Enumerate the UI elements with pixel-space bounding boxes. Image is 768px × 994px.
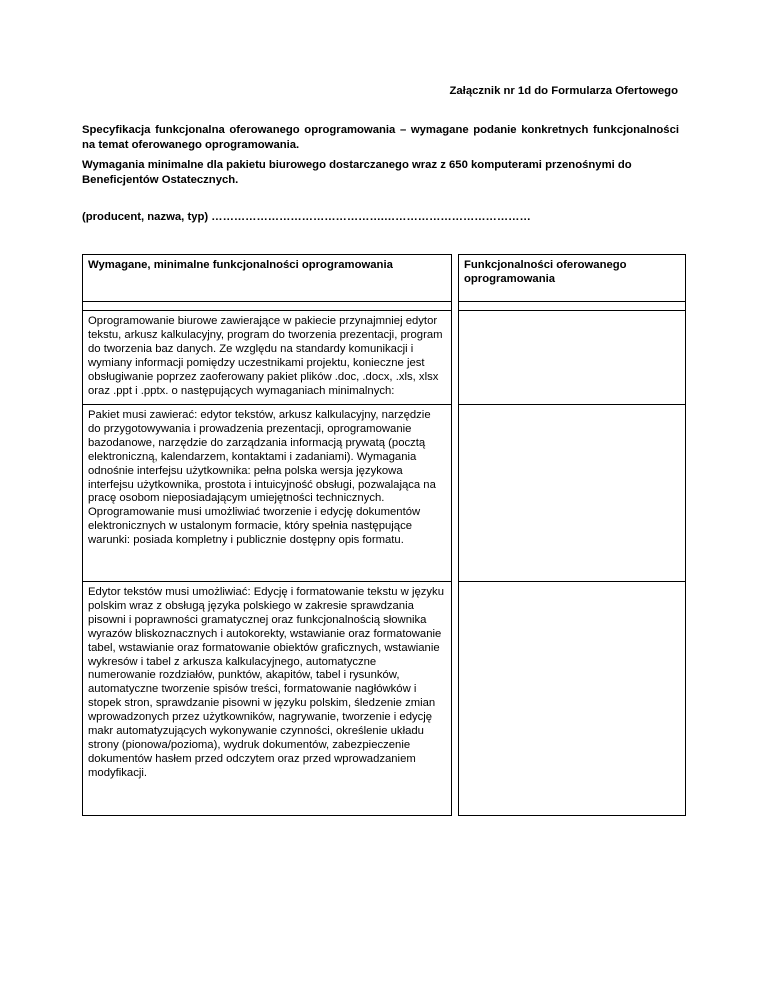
table-row (83, 311, 686, 405)
producer-line: (producent, nazwa, typ) ……………………………………….………………………………… (82, 211, 531, 223)
table-header-row (83, 255, 686, 302)
table-row (83, 405, 686, 582)
header-required: Wymagane, minimalne funkcjonalności oprogramowania (83, 255, 452, 302)
requirements-heading: Wymagania minimalne dla pakietu biurowego dostarczanego wraz z 650 komputerami przenośnymi do Beneficjentów Ostatecznych. (82, 159, 632, 186)
column-gap (452, 255, 459, 302)
column-gap (452, 311, 459, 405)
table-row (83, 582, 686, 816)
column-gap (452, 302, 459, 311)
offered-cell[interactable] (459, 311, 686, 405)
required-cell: Edytor tekstów musi umożliwiać: Edycję i formatowanie tekstu w języku polskim wraz z obsługą języka polskiego w zakresie sprawdzania pisowni i poprawności gramatycznej oraz funkcjonalnością słownika wyrazów bliskoznacznych i autokorekty, wstawianie oraz formatowanie tabel, wstawianie oraz formatowanie obiektów graficznych, wstawianie wykresów i tabel z arkusza kalkulacyjnego, automatyczne numerowanie rozdziałów, punktów, akapitów, tabel i rysunków, automatyczne tworzenie spisów treści, formatowanie nagłówków i stopek stron, sprawdzanie pisowni w języku polskim, śledzenie zmian wprowadzonych przez użytkowników, nagrywanie, tworzenie i edycję makr automatyzujących wykonywanie czynności, określenie układu strony (pionowa/pozioma), wydruk dokumentów, zabezpieczenie dokumentów hasłem przed odczytem oraz przed wprowadzaniem modyfikacji. (83, 582, 452, 816)
header-offered: Funkcjonalności oferowanego oprogramowania (459, 255, 686, 302)
annex-title: Załącznik nr 1d do Formularza Ofertowego (449, 85, 678, 97)
column-gap (452, 405, 459, 582)
header-spacer (83, 302, 686, 311)
spec-heading: Specyfikacja funkcjonalna oferowanego oprogramowania – wymagane podanie konkretnych funkcjonalności na temat oferowanego oprogramowania. (82, 124, 679, 151)
spacer-cell (459, 302, 686, 311)
spec-table (82, 254, 686, 816)
offered-cell[interactable] (459, 582, 686, 816)
required-cell: Oprogramowanie biurowe zawierające w pakiecie przynajmniej edytor tekstu, arkusz kalkulacyjny, program do tworzenia prezentacji, program do tworzenia baz danych. Ze względu na standardy komunikacji i wymiany informacji pomiędzy uczestnikami projektu, konieczne jest obsługiwanie poprzez zaoferowany pakiet plików .doc, .docx, .xls, xlsx oraz .ppt i .pptx. o następujących wymaganiach minimalnych: (83, 311, 452, 405)
column-gap (452, 582, 459, 816)
offered-cell[interactable] (459, 405, 686, 582)
required-cell: Pakiet musi zawierać: edytor tekstów, arkusz kalkulacyjny, narzędzie do przygotowywania i prowadzenia prezentacji, oprogramowanie bazodanowe, narzędzie do zarządzania informacją prywatą (pocztą elektroniczną, kalendarzem, kontaktami i zadaniami). Wymagania odnośnie interfejsu użytkownika: pełna polska wersja językowa interfejsu użytkownika, prostota i intuicyjność obsługi, pozwalająca na pracę osobom nieposiadającym umiejętności technicznych. Oprogramowanie musi umożliwiać tworzenie i edycję dokumentów elektronicznych w ustalonym formacie, który spełnia następujące warunki: posiada kompletny i publicznie dostępny opis formatu. (83, 405, 452, 582)
spacer-cell (83, 302, 452, 311)
